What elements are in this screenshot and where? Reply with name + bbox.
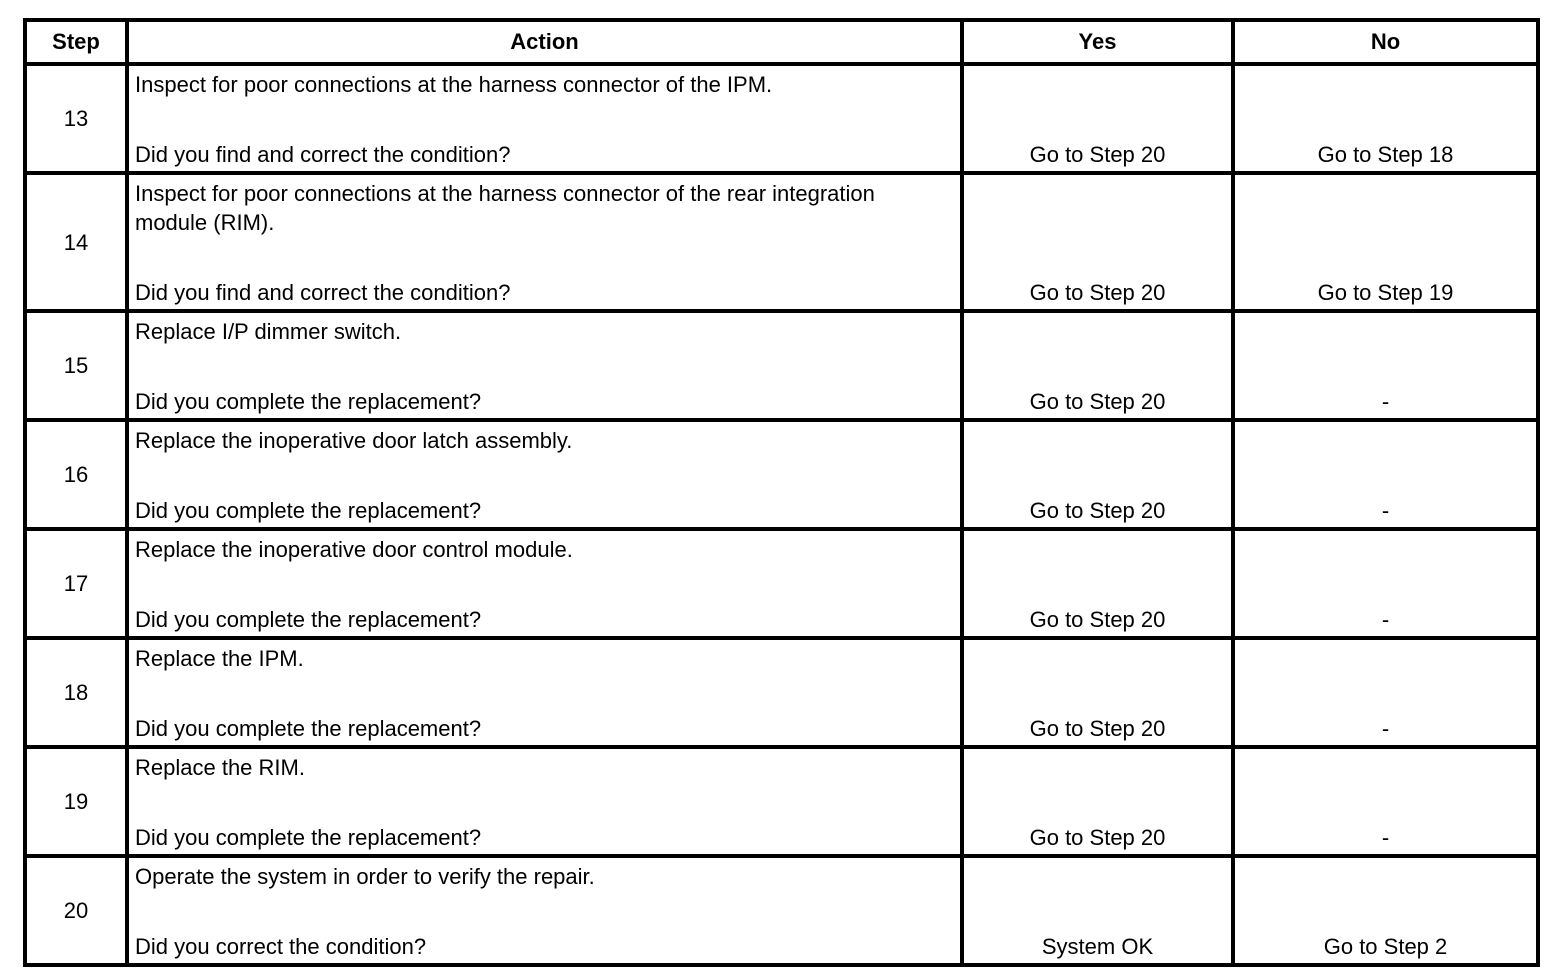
action-cell (127, 638, 962, 747)
no-result: - (1233, 420, 1538, 529)
action-instruction: Replace the inoperative door control module. (135, 537, 573, 562)
no-result: Go to Step 19 (1233, 173, 1538, 311)
action-question: Did you complete the replacement? (135, 825, 482, 850)
action-cell (127, 64, 962, 173)
header-action: Action (127, 20, 962, 64)
yes-result: Go to Step 20 (962, 638, 1233, 747)
step-number: 15 (25, 311, 127, 420)
table-row (25, 638, 1538, 747)
table-row (25, 311, 1538, 420)
step-number: 20 (25, 856, 127, 965)
action-instruction: Operate the system in order to verify the repair. (135, 864, 595, 889)
yes-result: Go to Step 20 (962, 64, 1233, 173)
action-instruction: Replace the inoperative door latch assembly. (135, 428, 573, 453)
table-row (25, 747, 1538, 856)
action-question: Did you complete the replacement? (135, 607, 482, 632)
header-no: No (1233, 20, 1538, 64)
action-cell (127, 173, 962, 311)
step-number: 13 (25, 64, 127, 173)
header-row (25, 20, 1538, 64)
table-row (25, 856, 1538, 965)
yes-result: Go to Step 20 (962, 173, 1233, 311)
table-row (25, 64, 1538, 173)
action-instruction: Inspect for poor connections at the harness connector of the IPM. (135, 72, 773, 97)
no-result: - (1233, 311, 1538, 420)
action-instruction: Replace the IPM. (135, 646, 304, 671)
yes-result: Go to Step 20 (962, 747, 1233, 856)
action-cell (127, 311, 962, 420)
step-number: 18 (25, 638, 127, 747)
action-cell (127, 529, 962, 638)
action-question: Did you complete the replacement? (135, 498, 482, 523)
diagnostic-table (23, 18, 1540, 967)
no-result: - (1233, 747, 1538, 856)
action-instruction: Replace the RIM. (135, 755, 305, 780)
step-number: 14 (25, 173, 127, 311)
no-result: - (1233, 529, 1538, 638)
no-result: - (1233, 638, 1538, 747)
no-result: Go to Step 18 (1233, 64, 1538, 173)
action-cell (127, 747, 962, 856)
yes-result: System OK (962, 856, 1233, 965)
action-question: Did you correct the condition? (135, 934, 427, 959)
action-cell (127, 856, 962, 965)
step-number: 16 (25, 420, 127, 529)
action-question: Did you find and correct the condition? (135, 280, 511, 305)
action-cell (127, 420, 962, 529)
action-question: Did you find and correct the condition? (135, 142, 511, 167)
action-instruction: Inspect for poor connections at the harness connector of the rear integration module (RIM). (135, 181, 875, 235)
table-row (25, 173, 1538, 311)
header-yes: Yes (962, 20, 1233, 64)
table-row (25, 420, 1538, 529)
step-number: 17 (25, 529, 127, 638)
action-question: Did you complete the replacement? (135, 389, 482, 414)
action-question: Did you complete the replacement? (135, 716, 482, 741)
yes-result: Go to Step 20 (962, 420, 1233, 529)
action-instruction: Replace I/P dimmer switch. (135, 319, 402, 344)
step-number: 19 (25, 747, 127, 856)
yes-result: Go to Step 20 (962, 311, 1233, 420)
no-result: Go to Step 2 (1233, 856, 1538, 965)
table-row (25, 529, 1538, 638)
header-step: Step (25, 20, 127, 64)
yes-result: Go to Step 20 (962, 529, 1233, 638)
